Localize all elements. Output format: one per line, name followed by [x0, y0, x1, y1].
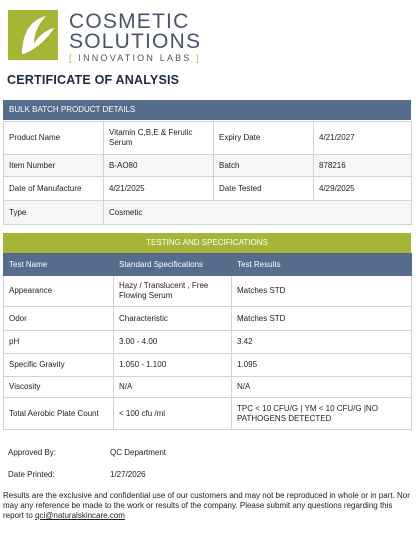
table-row: [4, 354, 412, 377]
tagline-bracket-close: ]: [196, 53, 201, 63]
detail-label: Product Name: [4, 122, 104, 155]
table-header-row: [4, 254, 412, 276]
date-printed-label: Date Printed:: [8, 470, 55, 479]
test-spec: < 100 cfu /ml: [114, 398, 232, 430]
test-result: 1.095: [232, 354, 412, 377]
testing-table: [3, 253, 412, 430]
table-row: [4, 307, 412, 331]
table-row: [4, 177, 412, 201]
test-result: Matches STD: [232, 276, 412, 307]
detail-label: Batch: [214, 155, 314, 177]
detail-value: 4/29/2025: [314, 177, 412, 201]
test-result: TPC < 10 CFU/G | YM < 10 CFU/G |NO PATHOGENS DETECTED: [232, 398, 412, 430]
test-spec: 1.050 - 1.100: [114, 354, 232, 377]
column-header: Standard Specifications: [114, 254, 232, 276]
test-name: Total Aerobic Plate Count: [4, 398, 114, 430]
company-header: [0, 0, 416, 70]
test-spec: Characteristic: [114, 307, 232, 331]
approved-by-value: QC Department: [110, 448, 167, 457]
detail-label: Type: [4, 201, 104, 225]
column-header: Test Results: [232, 254, 412, 276]
table-row: [4, 155, 412, 177]
test-name: Appearance: [4, 276, 114, 307]
test-spec: Hazy / Translucent , Free Flowing Serum: [114, 276, 232, 307]
table-row: [4, 377, 412, 398]
tagline-bracket-open: [: [69, 53, 74, 63]
table-row: [4, 398, 412, 430]
detail-value: Vitamin C,B,E & Ferulic Serum: [104, 122, 214, 155]
table-row: [4, 122, 412, 155]
testing-section-header: TESTING AND SPECIFICATIONS: [3, 233, 411, 253]
detail-label: Item Number: [4, 155, 104, 177]
detail-value: 4/21/2025: [104, 177, 214, 201]
detail-value: B-AO80: [104, 155, 214, 177]
test-name: Specific Gravity: [4, 354, 114, 377]
bulk-details-table: [3, 121, 412, 225]
tagline-text: INNOVATION LABS: [78, 53, 192, 63]
table-row: [4, 276, 412, 307]
test-spec: N/A: [114, 377, 232, 398]
detail-label: Date Tested: [214, 177, 314, 201]
test-name: Odor: [4, 307, 114, 331]
column-header: Test Name: [4, 254, 114, 276]
detail-value: Cosmetic: [104, 201, 412, 225]
confidentiality-footer: [3, 491, 415, 521]
test-result: 3.42: [232, 331, 412, 354]
table-row: [4, 201, 412, 225]
detail-label: Date of Manufacture: [4, 177, 104, 201]
bulk-details-header: BULK BATCH PRODUCT DETAILS: [3, 100, 411, 120]
test-name: Viscosity: [4, 377, 114, 398]
brand-name-line1: COSMETIC: [69, 10, 190, 33]
approved-by-label: Approved By:: [8, 448, 57, 457]
brand-tagline: [69, 53, 201, 63]
page-title: CERTIFICATE OF ANALYSIS: [7, 73, 180, 87]
detail-value: 4/21/2027: [314, 122, 412, 155]
test-spec: 3.00 - 4.00: [114, 331, 232, 354]
detail-label: Expiry Date: [214, 122, 314, 155]
brand-name-line2: SOLUTIONS: [69, 30, 202, 53]
contact-email-link[interactable]: qci@naturalskincare.com: [35, 511, 125, 520]
test-result: Matches STD: [232, 307, 412, 331]
detail-value: 878216: [314, 155, 412, 177]
table-row: [4, 331, 412, 354]
test-result: N/A: [232, 377, 412, 398]
test-name: pH: [4, 331, 114, 354]
date-printed-value: 1/27/2026: [110, 470, 146, 479]
leaf-logo-icon: [8, 10, 58, 60]
footer-text: Results are the exclusive and confidential use of our customers and may not be reproduced in whole or in part. Nor may any reference be made to the work or results of the company. Please submit any questions regarding this report to: [3, 491, 410, 520]
